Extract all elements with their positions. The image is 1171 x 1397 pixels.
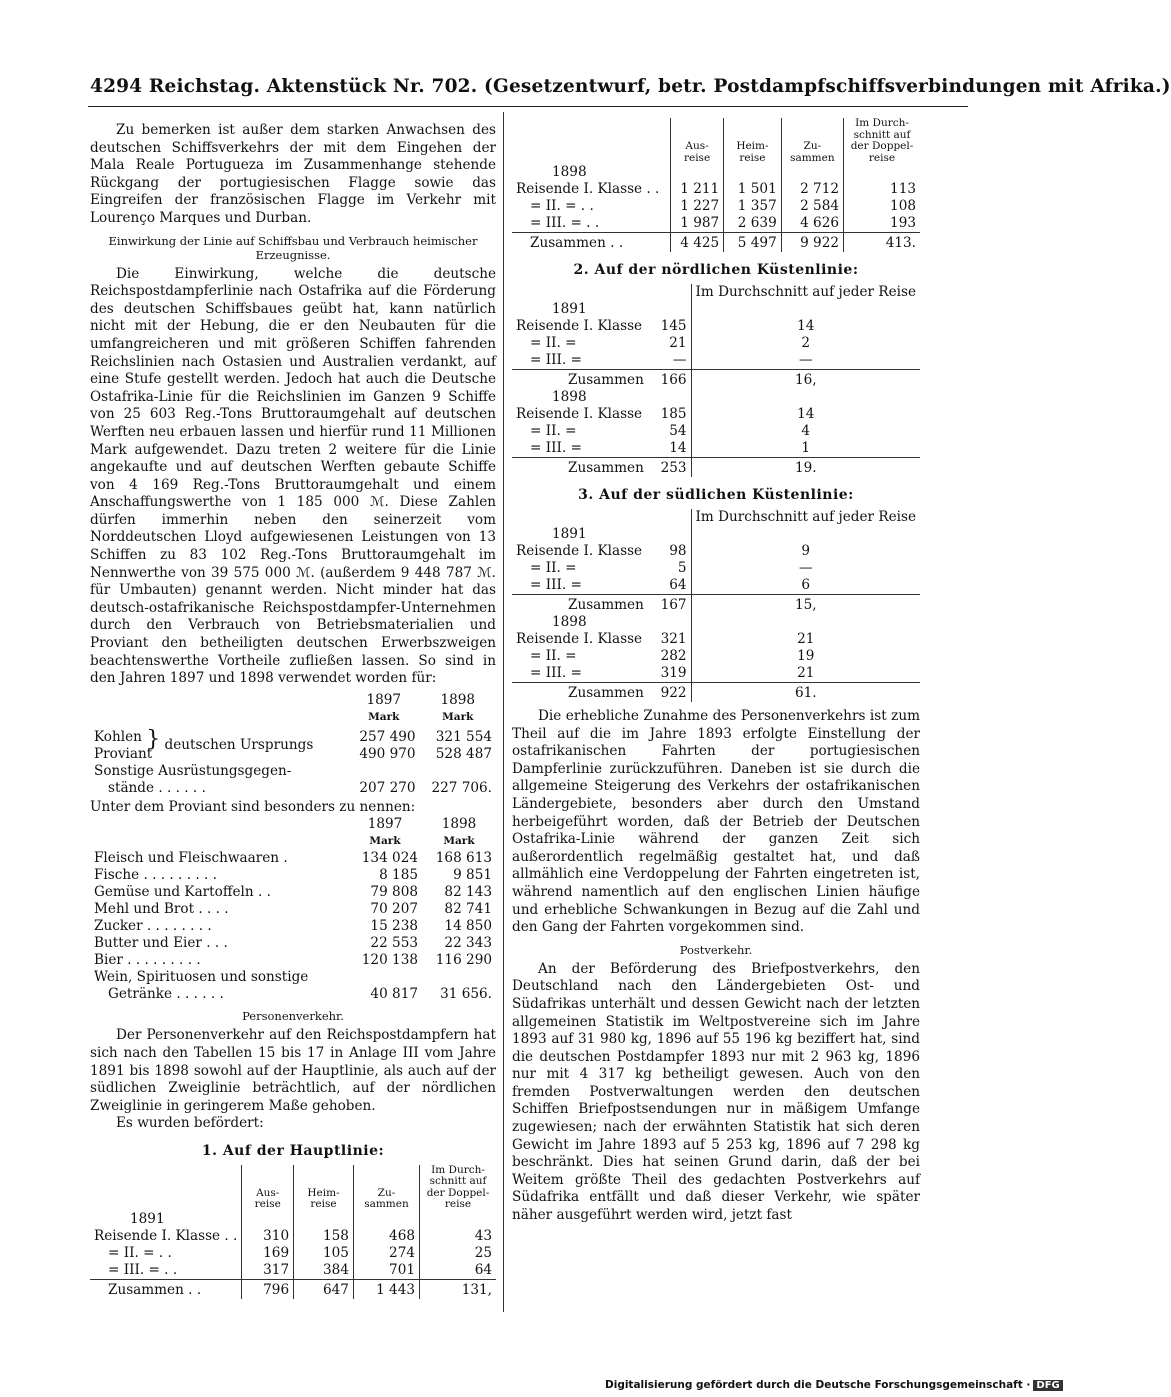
- year-label: 1898: [552, 164, 587, 180]
- table-cell: 1 357: [724, 198, 782, 215]
- table-cell: 167: [652, 595, 691, 615]
- unit-header: Mark: [443, 835, 475, 848]
- column-header: Im Durchschnitt auf jeder Reise: [691, 509, 920, 526]
- table-hauptlinie-1891: [90, 1165, 496, 1299]
- row-label: Fleisch und Fleischwaaren .: [94, 850, 288, 867]
- table-cell: 2: [691, 335, 920, 352]
- row-label: = II. = . .: [108, 1244, 172, 1261]
- table-cell: 319: [660, 665, 687, 681]
- spacer-cell: [652, 614, 691, 631]
- unit-header: Mark: [369, 835, 401, 848]
- row-label: = II. =: [530, 560, 577, 576]
- table-cell: 70 207: [370, 901, 418, 918]
- table-cell: 98: [669, 543, 687, 559]
- row-label: = III. =: [530, 440, 582, 456]
- table-row: [512, 614, 920, 631]
- paragraph-postverkehr: An der Beförderung des Briefpostverkehrs, den Deutschland nach den Ländergebieten Ost- und Südafrikas unterhält und dessen Gewicht nach der letzten allgemeinen Statistik im Weltpostvereine sich im Jahre 1893 auf 31 980 kg, 1896 auf 55 196 kg beziffert hat, sind die deutschen Postdampfer 1893 nur mit 2 963 kg, 1896 nur mit 4 317 kg betheiligt gewesen. Auch von den fremden Postverwaltungen werden den deutschen Schiffen Briefpostsendungen nur in mäßigem Umfange zugewiesen; nach der erwähnten Statistik hat sich deren Gewicht im Jahre 1893 auf 5 253 kg, 1896 auf 7 298 kg beschränkt. Dies hat seinen Grund darin, daß der bei Weitem größte Theil des gedachten Postverkehrs auf Südafrika entfällt und daß dieser Verkehr, wie später näher ausgeführt werden wird, jetzt fast: [512, 960, 920, 1224]
- subhead-schiffsbau: Einwirkung der Linie auf Schiffsbau und Verbrauch heimischer Erzeugnisse.: [108, 233, 478, 262]
- table-cell: 105: [294, 1245, 354, 1262]
- table-cell: 54: [669, 423, 687, 439]
- table-cell: 4 425: [671, 233, 724, 253]
- table-cell: 9: [691, 543, 920, 560]
- table-verbrauch: [90, 692, 496, 797]
- row-label: Zusammen: [512, 595, 652, 615]
- table-cell: 64: [420, 1262, 497, 1280]
- row-label: Sonstige Ausrüstungsgegen-: [94, 762, 292, 779]
- table-cell: 2 712: [781, 181, 843, 198]
- table-row: [512, 543, 920, 560]
- table-cell: 168 613: [435, 850, 492, 867]
- footer-text: Digitalisierung gefördert durch die Deutsche Forschungsgemeinschaft ·: [605, 1379, 1031, 1391]
- table-cell: 21: [691, 631, 920, 648]
- sum-row: [512, 458, 920, 478]
- table-cell: 922: [652, 683, 691, 703]
- table-cell: 468: [353, 1228, 419, 1245]
- table-row: [90, 867, 496, 884]
- table-cell: 16,: [691, 370, 920, 390]
- spacer-cell: [652, 284, 691, 301]
- table-row: [90, 901, 496, 918]
- table-row: [512, 352, 920, 370]
- row-label: Reisende I. Klasse: [516, 631, 643, 647]
- table-cell: 2 584: [781, 198, 843, 215]
- table-cell: 701: [353, 1262, 419, 1280]
- right-column: [512, 118, 920, 1225]
- table-cell: 274: [353, 1245, 419, 1262]
- row-label: Zusammen: [512, 370, 652, 390]
- table-cell: 257 490: [359, 728, 416, 745]
- table-cell: 120 138: [361, 952, 418, 969]
- table-cell: 490 970: [359, 745, 416, 762]
- paragraph-schiffsbau: Die Einwirkung, welche die deutsche Reichspostdampferlinie nach Ostafrika auf die Förderung des deutschen Schiffsbaues geübt hat, kann natürlich nicht mit der Hebung, die er den Neubauten für die umfangreicheren und mit größeren Schiffen fahrenden Reichslinien nach Ostasien und Australien verdankt, auf eine Stufe gestellt werden. Jedoch hat auch die Deutsche Ostafrika-Linie für die Reichslinien im Ganzen 9 Schiffe von 25 603 Reg.-Tons Bruttoraumgehalt auf deutschen Werften neu erbauen lassen und hierfür rund 11 Millionen Mark aufgewendet. Dazu treten 2 weitere für die Linie angekaufte und auf deutschen Werften gebaute Schiffe von 4 169 Reg.-Tons Bruttoraumgehalt und einem Anschaffungswerthe von 1 185 000 ℳ. Diese Zahlen dürfen immerhin neben den seinerzeit vom Norddeutschen Lloyd aufgewiesenen Leistungen von 13 Schiffen zu 83 102 Reg.-Tons Bruttoraumgehalt im Nennwerthe von 39 575 000 ℳ. (außerdem 9 448 787 ℳ. für Umbauten) genannt werden. Nicht minder hat das deutsch-ostafrikanische Reichspostdampfer-Unternehmen durch den Verbrauch von Betriebsmaterialien und Proviant den betheiligten deutschen Erwerbszweigen beachtenswerthe Vortheile zufließen lassen. So sind in den Jahren 1897 und 1898 verwendet worden für:: [90, 265, 496, 687]
- table-row: [90, 986, 496, 1003]
- table-row: [90, 1228, 496, 1245]
- table-cell: —: [672, 352, 687, 368]
- row-label: Zusammen . .: [512, 233, 671, 253]
- paragraph-personenverkehr: Der Personenverkehr auf den Reichspostdampfern hat sich nach den Tabellen 15 bis 17 in Anlage III vom Jahre 1891 bis 1898 sowohl auf der Hauptlinie, als auch auf der südlichen Zweiglinie beträchtlich, auf der nördlichen Zweiglinie in geringerem Maße gehoben.: [90, 1027, 496, 1114]
- sum-row: [512, 233, 920, 253]
- row-label: Zusammen . .: [90, 1279, 242, 1299]
- table-cell: 40 817: [370, 986, 418, 1003]
- year-header: 1897: [367, 816, 403, 833]
- spacer-cell: [652, 509, 691, 526]
- table-cell: 185: [660, 406, 687, 422]
- table-cell: 253: [652, 458, 691, 478]
- table-cell: 131,: [420, 1279, 497, 1299]
- row-label: = II. =: [530, 648, 577, 664]
- column-header: Zu-sammen: [353, 1165, 419, 1211]
- year-header: 1898: [440, 691, 476, 708]
- table-row: [512, 665, 920, 683]
- table-row: [512, 509, 920, 526]
- table-cell: 9 922: [781, 233, 843, 253]
- table-proviant: [90, 816, 496, 1003]
- spacer-cell: [652, 526, 691, 543]
- year-label: 1891: [130, 1210, 165, 1227]
- table-hauptlinie-1898: [512, 118, 920, 252]
- table-cell: 207 270: [359, 779, 416, 796]
- row-label: Mehl und Brot . . . .: [94, 901, 229, 918]
- left-column: [90, 122, 496, 1299]
- table-row: [90, 969, 496, 986]
- row-label: = III. =: [530, 665, 582, 681]
- table-cell: 21: [669, 335, 687, 351]
- table-cell: 1: [691, 440, 920, 458]
- section-suedliche-kuestenlinie: 3. Auf der südlichen Küstenlinie:: [578, 487, 854, 503]
- section-noerdliche-kuestenlinie: 2. Auf der nördlichen Küstenlinie:: [573, 262, 859, 278]
- table-cell: —: [691, 560, 920, 577]
- page-header: 4294 Reichstag. Aktenstück Nr. 702. (Gesetzentwurf, betr. Postdampfschiffsverbindungen mit Afrika.): [90, 76, 1171, 97]
- proviant-intro: Unter dem Proviant sind besonders zu nennen:: [90, 798, 416, 815]
- table-cell: 317: [242, 1262, 294, 1280]
- table-row: [512, 335, 920, 352]
- brace-label: deutschen Ursprungs: [164, 736, 314, 753]
- table-row: [90, 780, 496, 797]
- table-noerdliche-kuestenlinie: [512, 284, 920, 477]
- table-cell: 82 143: [444, 884, 492, 901]
- table-cell: 19: [691, 648, 920, 665]
- unit-header: Mark: [442, 710, 474, 723]
- table-cell: 227 706.: [431, 779, 492, 796]
- table-row: [512, 181, 920, 198]
- row-label: Getränke . . . . . .: [108, 986, 224, 1003]
- table-cell: 5: [677, 560, 687, 576]
- section-hauptlinie: 1. Auf der Hauptlinie:: [201, 1142, 385, 1159]
- table-cell: 169: [242, 1245, 294, 1262]
- spacer-cell: [691, 526, 920, 543]
- spacer-cell: [512, 509, 652, 526]
- table-cell: 21: [691, 665, 920, 683]
- table-cell: 79 808: [370, 884, 418, 901]
- row-label: = II. =: [530, 423, 577, 439]
- table-cell: 22 343: [444, 935, 492, 952]
- row-label: stände . . . . . .: [108, 779, 206, 796]
- table-cell: 158: [294, 1228, 354, 1245]
- table-cell: 528 487: [435, 745, 492, 762]
- table-cell: 15,: [691, 595, 920, 615]
- column-header: Aus-reise: [242, 1165, 294, 1211]
- row-label: = III. = . .: [530, 215, 600, 231]
- table-cell: —: [691, 352, 920, 370]
- table-cell: 14: [691, 406, 920, 423]
- table-suedliche-kuestenlinie: [512, 509, 920, 702]
- table-cell: 384: [294, 1262, 354, 1280]
- table-cell: 15 238: [370, 918, 418, 935]
- table-cell: 1 443: [353, 1279, 419, 1299]
- table-row: [512, 198, 920, 215]
- row-label: = III. = . .: [108, 1261, 178, 1278]
- subhead-personenverkehr: Personenverkehr.: [242, 1009, 344, 1024]
- unit-header: Mark: [368, 710, 400, 723]
- table-cell: 4 626: [781, 215, 843, 233]
- table-cell: 116 290: [435, 952, 492, 969]
- table-cell: 108: [844, 198, 921, 215]
- table-cell: 321: [660, 631, 687, 647]
- year-label: 1898: [552, 614, 587, 630]
- subhead-postverkehr: Postverkehr.: [679, 942, 753, 957]
- table-row: [90, 884, 496, 901]
- table-row: [512, 215, 920, 233]
- table-cell: 1 211: [671, 181, 724, 198]
- table-cell: 2 639: [724, 215, 782, 233]
- table-row: [512, 560, 920, 577]
- table-cell: 413.: [844, 233, 921, 253]
- table-row: [512, 577, 920, 595]
- table-cell: 14: [669, 440, 687, 456]
- spacer-cell: [691, 389, 920, 406]
- table-cell: 310: [242, 1228, 294, 1245]
- row-label: Fische . . . . . . . . .: [94, 867, 217, 884]
- table-row: [90, 935, 496, 952]
- row-label: = III. =: [530, 577, 582, 593]
- table-cell: 193: [844, 215, 921, 233]
- table-cell: 134 024: [361, 850, 418, 867]
- table-cell: 796: [242, 1279, 294, 1299]
- table-cell: 25: [420, 1245, 497, 1262]
- row-label: Reisende I. Klasse . .: [516, 181, 660, 197]
- paragraph-zunahme: Die erhebliche Zunahme des Personenverkehrs ist zum Theil auf die im Jahre 1893 erfolgte Einstellung der ostafrikanischen Fahrten der portugiesischen Dampferlinie zurückzuführen. Daneben ist sie durch die allgemeine Steigerung des Verkehrs der ostafrikanischen Ländergebiete, besonders aber durch den Umstand herbeigeführt worden, daß der Betrieb der Deutschen Ostafrika-Linie während der ganzen Zeit sich außerordentlich regelmäßig gestaltet hat, und daß allmählich eine Verdoppelung der Fahrten eingetreten ist, während namentlich auf den englischen Linien häufige und erhebliche Schwankungen in Bezug auf die Zahl und den Gang der Fahrten vorgekommen sind.: [512, 708, 920, 936]
- table-cell: 22 553: [370, 935, 418, 952]
- column-header: Aus-reise: [671, 118, 724, 164]
- column-divider: [503, 112, 504, 1312]
- table-row: [90, 1245, 496, 1262]
- table-cell: 6: [691, 577, 920, 595]
- table-row: [512, 440, 920, 458]
- column-header: Heim-reise: [294, 1165, 354, 1211]
- table-cell: 19.: [691, 458, 920, 478]
- table-cell: 14: [691, 318, 920, 335]
- table-cell: 5 497: [724, 233, 782, 253]
- table-row: [90, 1262, 496, 1280]
- row-label: Zucker . . . . . . . .: [94, 918, 212, 935]
- row-label: Reisende I. Klasse: [516, 318, 643, 334]
- row-label: Wein, Spirituosen und sonstige: [94, 969, 309, 986]
- column-header: Zu-sammen: [781, 118, 843, 164]
- table-cell: 321 554: [435, 728, 492, 745]
- table-cell: 282: [660, 648, 687, 664]
- row-label: = III. =: [530, 352, 582, 368]
- table-cell: 1 987: [671, 215, 724, 233]
- row-label: Reisende I. Klasse: [516, 406, 643, 422]
- column-header: Im Durch-schnitt auf der Doppel-reise: [420, 1165, 497, 1211]
- spacer-cell: [652, 301, 691, 318]
- year-label: 1891: [552, 526, 587, 542]
- spacer-cell: [691, 301, 920, 318]
- row-label: Butter und Eier . . .: [94, 935, 228, 952]
- spacer-cell: [691, 614, 920, 631]
- sum-row: [512, 595, 920, 615]
- table-cell: 1 501: [724, 181, 782, 198]
- table-row: [512, 284, 920, 301]
- table-row: [90, 918, 496, 935]
- year-label: 1898: [552, 389, 587, 405]
- table-row: [512, 389, 920, 406]
- row-label: Reisende I. Klasse: [516, 543, 643, 559]
- column-header: Heim-reise: [724, 118, 782, 164]
- row-label: Zusammen: [512, 458, 652, 478]
- digitization-footer: [605, 1379, 1063, 1391]
- table-row: [512, 318, 920, 335]
- spacer-cell: [512, 284, 652, 301]
- header-rule: [88, 106, 968, 107]
- table-cell: 1 227: [671, 198, 724, 215]
- year-header: 1897: [366, 691, 402, 708]
- table-row: [90, 850, 496, 867]
- table-row: [512, 406, 920, 423]
- table-cell: 4: [691, 423, 920, 440]
- paragraph-befoerdert: Es wurden befördert:: [116, 1115, 264, 1132]
- table-row: [512, 526, 920, 543]
- year-label: 1891: [552, 301, 587, 317]
- spacer-cell: [652, 389, 691, 406]
- row-label: Zusammen: [512, 683, 652, 703]
- row-label: = II. =: [530, 335, 577, 351]
- table-cell: 166: [652, 370, 691, 390]
- column-header: Im Durchschnitt auf jeder Reise: [691, 284, 920, 301]
- table-cell: 8 185: [379, 867, 418, 884]
- row-label: Gemüse und Kartoffeln . .: [94, 884, 271, 901]
- table-cell: 9 851: [453, 867, 492, 884]
- dfg-logo: DFG: [1033, 1380, 1062, 1391]
- column-header: Im Durch-schnitt auf der Doppel-reise: [844, 118, 921, 164]
- table-row: [512, 423, 920, 440]
- sum-row: [90, 1279, 496, 1299]
- row-label: Bier . . . . . . . . .: [94, 952, 201, 969]
- table-cell: 31 656.: [440, 986, 492, 1003]
- row-label: Proviant: [94, 745, 153, 762]
- table-row: [512, 648, 920, 665]
- table-cell: 113: [844, 181, 921, 198]
- table-cell: 14 850: [444, 918, 492, 935]
- table-row: [512, 631, 920, 648]
- row-label: Kohlen: [94, 728, 142, 745]
- table-row: [90, 952, 496, 969]
- sum-row: [512, 683, 920, 703]
- table-row: Kohlen } deutschen Ursprungs 257 490 321 554: [90, 726, 496, 746]
- table-cell: 647: [294, 1279, 354, 1299]
- year-header: 1898: [441, 816, 477, 833]
- table-cell: 64: [669, 577, 687, 593]
- table-cell: 61.: [691, 683, 920, 703]
- table-row: [512, 301, 920, 318]
- table-cell: 145: [660, 318, 687, 334]
- table-cell: 82 741: [444, 901, 492, 918]
- row-label: Reisende I. Klasse . .: [94, 1227, 238, 1244]
- intro-paragraph: Zu bemerken ist außer dem starken Anwachsen des deutschen Schiffsverkehrs der mit dem Eingehen der Mala Reale Portugueza im Zusammenhange stehende Rückgang der portugiesischen Flagge sowie das Eingreifen der französischen Flagge im Verkehr mit Lourenço Marques und Durban.: [90, 122, 496, 226]
- row-label: = II. = . .: [530, 198, 594, 214]
- table-cell: 43: [420, 1228, 497, 1245]
- sum-row: [512, 370, 920, 390]
- table-row: [90, 763, 496, 780]
